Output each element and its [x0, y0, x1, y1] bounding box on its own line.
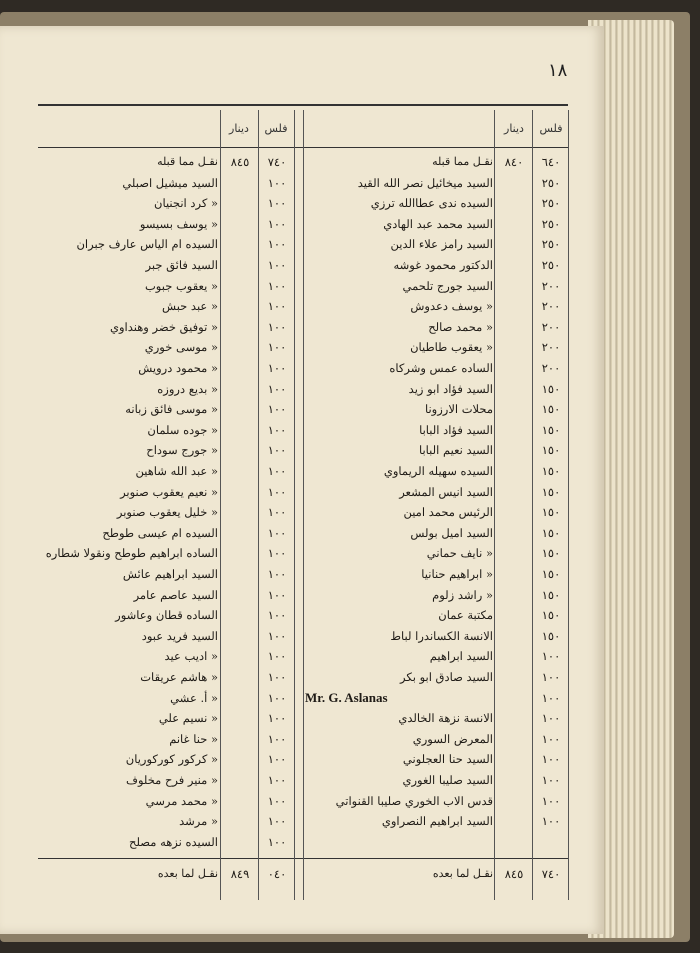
- right-name-cell: السيد حنا العجلوني: [402, 752, 493, 767]
- left-fils-cell: ١٠٠: [267, 711, 287, 726]
- left-carried-out-row: [0, 864, 604, 884]
- left-fils-cell: ١٠٠: [267, 628, 287, 643]
- left-ledger-row: [0, 832, 604, 852]
- left-ledger-row: [0, 811, 604, 831]
- left-fils-cell: ١٠٠: [267, 278, 287, 293]
- left-fils-cell: ١٠٠: [267, 567, 287, 581]
- left-ledger-row: [0, 173, 604, 193]
- right-name-cell: مكتبة عمان: [438, 608, 493, 623]
- left-name-cell: « موسى خوري: [144, 340, 218, 355]
- left-ledger-row: [0, 770, 604, 790]
- left-ledger-row: [0, 708, 604, 728]
- left-name-cell: « بديع دروزه: [157, 381, 218, 396]
- left-ledger-row: [0, 523, 604, 543]
- left-fils-cell: ١٠٠: [267, 216, 287, 231]
- right-fils-cell: ١٥٠: [541, 464, 561, 478]
- left-ledger-row: [0, 276, 604, 296]
- right-fils-cell: ١٠٠: [541, 773, 561, 787]
- right-fils-cell: ١٠٠: [541, 731, 561, 746]
- right-fils-cell: ١٠٠: [541, 711, 561, 726]
- left-name-cell: « محمود درويش: [138, 361, 218, 375]
- left-ledger-row: [0, 214, 604, 234]
- right-name-cell: محلات الارزونا: [424, 402, 493, 417]
- left-name-cell: السيده نزهه مصلح: [129, 834, 218, 849]
- right-name-cell: السيد نعيم البابا: [418, 443, 493, 458]
- right-name-cell: السيده ندى عطاالله ترزي: [370, 196, 493, 211]
- left-fils-cell: ١٠٠: [267, 381, 287, 396]
- left-name-cell: « هاشم عريقات: [140, 670, 218, 684]
- right-name-cell: الساده عمس وشركاه: [389, 361, 493, 375]
- left-fils-cell: ١٠٠: [267, 773, 287, 787]
- left-fils-cell: ١٠٠: [267, 505, 287, 520]
- right-name-cell: « يعقوب طاطيان: [410, 340, 493, 355]
- right-name-cell: السيد ابراهيم: [429, 649, 493, 664]
- left-name-cell: « كرد انجنيان: [154, 196, 218, 211]
- top-rule: [38, 104, 568, 106]
- left-ledger-row: [0, 255, 604, 275]
- right-name-cell: الدكتور محمود غوشه: [393, 258, 493, 272]
- right-fils-cell: ١٥٠: [541, 402, 561, 417]
- right-name-cell: الانسة الكساندرا لباط: [390, 628, 493, 643]
- left-fils-cell: ١٠٠: [267, 402, 287, 417]
- right-name-cell: السيد ميخائيل نصر الله القيد: [357, 175, 493, 190]
- left-name-cell: السيد عاصم عامر: [133, 587, 218, 602]
- left-fils-cell: ١٠٠: [267, 464, 287, 478]
- left-fils-cell: ١٠٠: [267, 340, 287, 355]
- left-ledger-row: [0, 585, 604, 605]
- left-fils-cell: ١٠٠: [267, 525, 287, 540]
- left-ledger-row: [0, 646, 604, 666]
- right-fils-cell: ٧٤٠: [541, 867, 561, 881]
- right-fils-header: فلس: [539, 122, 563, 135]
- right-name-cell: الانسة نزهة الخالدي: [398, 711, 493, 726]
- right-name-cell: المعرض السوري: [412, 731, 493, 746]
- left-name-cell: الساده ابراهيم طوطح ونقولا شطاره: [45, 546, 218, 561]
- right-name-cell: نقـل مما قبله: [432, 155, 493, 168]
- left-ledger-row: [0, 193, 604, 213]
- left-fils-cell: ١٠٠: [267, 237, 287, 252]
- right-fils-cell: ١٠٠: [541, 670, 561, 684]
- left-fils-cell: ١٠٠: [267, 422, 287, 437]
- left-fils-cell: ١٠٠: [267, 175, 287, 190]
- right-fils-cell: ١٥٠: [541, 381, 561, 396]
- left-name-cell: السيد ابراهيم عائش: [122, 567, 218, 581]
- left-ledger-row: [0, 234, 604, 254]
- left-name-cell: « اديب عيد: [164, 649, 218, 664]
- left-fils-cell: ١٠٠: [267, 299, 287, 314]
- left-fils-cell: ١٠٠: [267, 649, 287, 664]
- left-name-cell: « نسيم علي: [158, 711, 218, 726]
- left-name-cell: « منير فرح مخلوف: [126, 773, 218, 787]
- left-ledger-row: [0, 379, 604, 399]
- left-name-cell: « عبد الله شاهين: [135, 464, 218, 478]
- right-dinar-cell: ٨٤٥: [504, 867, 524, 881]
- right-name-cell: السيد رامز علاء الدين: [390, 237, 493, 252]
- right-fils-cell: ٢٥٠: [541, 216, 561, 231]
- left-fils-cell: ١٠٠: [267, 484, 287, 499]
- left-name-cell: « يوسف بسيسو: [139, 216, 218, 231]
- right-name-cell: السيده سهيله الريماوي: [383, 464, 493, 478]
- right-name-cell: « ابراهيم حنانيا: [421, 567, 493, 581]
- right-fils-cell: ١٥٠: [541, 484, 561, 499]
- right-fils-cell: ٢٥٠: [541, 175, 561, 190]
- left-dinar-cell: ٨٤٩: [230, 867, 250, 881]
- left-name-cell: السيده ام عيسى طوطح: [102, 525, 218, 540]
- right-dinar-header: دينار: [504, 122, 524, 135]
- left-name-cell: « جورج سوداح: [146, 443, 218, 458]
- right-fils-cell: ١٥٠: [541, 443, 561, 458]
- right-fils-cell: ٢٠٠: [541, 340, 561, 355]
- left-ledger-row: [0, 337, 604, 357]
- right-fils-cell: ١٥٠: [541, 628, 561, 643]
- left-ledger-row: [0, 317, 604, 337]
- left-name-cell: « عبد حبش: [162, 299, 218, 314]
- left-fils-header: فلس: [264, 122, 288, 135]
- right-name-cell: السيد صليبا الغوري: [402, 773, 493, 787]
- right-name-cell: السيد صادق ابو بكر: [400, 670, 493, 684]
- left-fils-cell: ١٠٠: [267, 361, 287, 375]
- left-ledger-row: [0, 688, 604, 708]
- left-fils-cell: ١٠٠: [267, 546, 287, 561]
- left-fils-cell: ٧٤٠: [267, 155, 287, 169]
- left-name-cell: « نعيم يعقوب صنوبر: [120, 484, 218, 499]
- right-fils-cell: ٢٠٠: [541, 361, 561, 375]
- left-ledger-row: [0, 667, 604, 687]
- right-fils-cell: ١٥٠: [541, 587, 561, 602]
- right-name-cell: الرئيس محمد امين: [403, 505, 493, 520]
- left-fils-cell: ١٠٠: [267, 814, 287, 829]
- left-name-cell: السيد فائق جبر: [145, 258, 218, 272]
- left-fils-cell: ١٠٠: [267, 319, 287, 334]
- left-fils-cell: ١٠٠: [267, 587, 287, 602]
- right-fils-cell: ٢٠٠: [541, 278, 561, 293]
- right-name-cell: « نايف حماني: [426, 546, 493, 561]
- right-fils-cell: ١٥٠: [541, 608, 561, 623]
- left-ledger-row: [0, 296, 604, 316]
- left-fils-cell: ١٠٠: [267, 834, 287, 849]
- left-name-cell: « حنا غانم: [169, 731, 218, 746]
- left-ledger-row: [0, 605, 604, 625]
- left-name-cell: السيده ام الياس عارف جبران: [76, 237, 218, 252]
- right-dinar-cell: ٨٤٠: [504, 155, 524, 169]
- left-fils-cell: ١٠٠: [267, 731, 287, 746]
- left-fils-cell: ١٠٠: [267, 752, 287, 767]
- right-fils-cell: ١٥٠: [541, 422, 561, 437]
- left-fils-cell: ٠٤٠: [267, 867, 287, 881]
- left-name-cell: « جوده سلمان: [147, 422, 218, 437]
- right-name-cell: السيد محمد عبد الهادي: [383, 216, 493, 231]
- left-ledger-row: [0, 749, 604, 769]
- left-name-cell: « مرشد: [179, 814, 218, 829]
- left-fils-cell: ١٠٠: [267, 793, 287, 808]
- left-ledger-row: [0, 729, 604, 749]
- left-name-cell: « كركور كوركوريان: [125, 752, 218, 767]
- left-name-cell: نقـل مما قبله: [157, 155, 218, 168]
- right-fils-cell: ١٠٠: [541, 793, 561, 808]
- left-fils-cell: ١٠٠: [267, 196, 287, 211]
- right-fils-cell: ٢٠٠: [541, 299, 561, 314]
- left-name-cell: السيد ميشيل اصبلي: [122, 175, 218, 190]
- right-fils-cell: ٦٤٠: [541, 155, 561, 169]
- left-ledger-row: [0, 461, 604, 481]
- left-ledger-row: [0, 440, 604, 460]
- left-name-cell: « أ. عشي: [170, 690, 218, 705]
- right-fils-cell: ١٠٠: [541, 690, 561, 705]
- left-dinar-cell: ٨٤٥: [230, 155, 250, 169]
- right-name-cell: نقـل لما بعده: [432, 867, 493, 880]
- left-name-cell: السيد فريد عبود: [141, 628, 218, 643]
- left-name-cell: « توفيق خضر وهنداوي: [109, 319, 218, 334]
- left-fils-cell: ١٠٠: [267, 258, 287, 272]
- left-fils-cell: ١٠٠: [267, 608, 287, 623]
- left-name-cell: « خليل يعقوب صنوبر: [116, 505, 218, 520]
- left-ledger-row: [0, 791, 604, 811]
- left-fils-cell: ١٠٠: [267, 443, 287, 458]
- left-name-cell: « موسى فائق زبانه: [125, 402, 218, 417]
- left-fils-cell: ١٠٠: [267, 690, 287, 705]
- right-name-cell: السيد اميل بولس: [410, 525, 493, 540]
- right-name-cell: « محمد صالح: [428, 319, 493, 334]
- right-fils-cell: ١٥٠: [541, 505, 561, 520]
- right-name-cell: السيد ابراهيم النصراوي: [381, 814, 493, 829]
- left-fils-cell: ١٠٠: [267, 670, 287, 684]
- left-ledger-row: [0, 543, 604, 563]
- right-fils-cell: ١٠٠: [541, 649, 561, 664]
- right-name-cell: السيد فؤاد ابو زيد: [408, 381, 493, 396]
- left-ledger-row: [0, 502, 604, 522]
- left-ledger-row: [0, 399, 604, 419]
- left-ledger-row: [0, 564, 604, 584]
- right-name-cell: Mr. G. Aslanas: [305, 689, 388, 705]
- right-fils-cell: ١٠٠: [541, 814, 561, 829]
- left-ledger-row: [0, 358, 604, 378]
- left-dinar-header: دينار: [229, 122, 249, 135]
- right-fils-cell: ١٥٠: [541, 525, 561, 540]
- left-name-cell: نقـل لما بعده: [157, 867, 218, 880]
- right-name-cell: السيد فؤاد البابا: [419, 422, 493, 437]
- left-ledger-row: [0, 626, 604, 646]
- right-name-cell: « يوسف دعدوش: [410, 299, 493, 314]
- right-name-cell: السيد انيس المشعر: [399, 484, 493, 499]
- right-fils-cell: ٢٥٠: [541, 237, 561, 252]
- right-fils-cell: ٢٥٠: [541, 196, 561, 211]
- left-name-cell: « محمد مرسي: [145, 793, 218, 808]
- right-fils-cell: ١٠٠: [541, 752, 561, 767]
- page-number: ١٨: [548, 60, 568, 81]
- right-fils-cell: ١٥٠: [541, 546, 561, 561]
- right-fils-cell: ١٥٠: [541, 567, 561, 581]
- left-ledger-row: [0, 482, 604, 502]
- right-fils-cell: ٢٠٠: [541, 319, 561, 334]
- right-name-cell: قدس الاب الخوري صليبا القنواتي: [335, 793, 493, 808]
- right-name-cell: « راشد زلوم: [432, 587, 493, 602]
- right-name-cell: السيد جورج تلحمي: [402, 278, 493, 293]
- ledger-page: [0, 26, 604, 934]
- left-name-cell: الساده قطان وعاشور: [115, 608, 218, 623]
- left-ledger-row: [0, 420, 604, 440]
- left-name-cell: « يعقوب جبوب: [144, 278, 218, 293]
- right-fils-cell: ٢٥٠: [541, 258, 561, 272]
- left-carried-in-row: [0, 152, 604, 172]
